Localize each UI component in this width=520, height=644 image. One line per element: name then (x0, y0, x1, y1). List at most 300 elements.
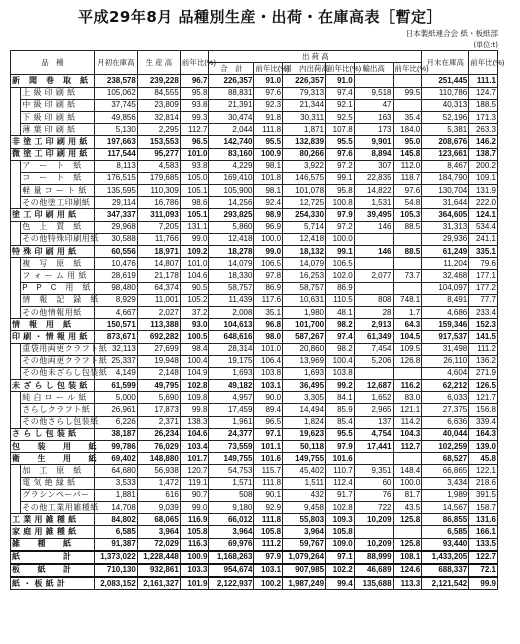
value-cell: 97.2 (326, 221, 355, 233)
table-row (11, 453, 498, 465)
value-cell: 14,256 (209, 197, 254, 209)
value-cell: 101.6 (254, 453, 283, 465)
value-cell: 124.1 (469, 209, 498, 221)
value-cell: 105,900 (209, 185, 254, 197)
value-cell: 126.5 (469, 380, 498, 392)
value-cell: 5,206 (354, 355, 393, 367)
value-cell: 1,693 (283, 367, 326, 379)
value-cell: 169,410 (209, 172, 254, 184)
value-cell: 163 (354, 111, 393, 123)
value-cell: 722 (354, 501, 393, 513)
indent-cell (11, 270, 21, 282)
value-cell: 4,754 (354, 428, 393, 440)
value-cell: 12,687 (354, 380, 393, 392)
table-row (11, 136, 498, 148)
value-cell: 1,961 (209, 416, 254, 428)
value-cell: 91.7 (326, 489, 355, 501)
value-cell: 109.0 (326, 538, 355, 551)
header-shipment: 出 荷 高 (209, 51, 422, 63)
value-cell: 18,330 (209, 270, 254, 282)
row-label: 包 装 用 紙 (11, 441, 95, 453)
value-cell: 112.4 (326, 477, 355, 489)
table-row (11, 282, 498, 294)
value-cell: 311,093 (137, 209, 180, 221)
indent-cell (11, 294, 21, 306)
value-cell: 184.0 (393, 124, 422, 136)
value-cell: 24,377 (209, 428, 254, 440)
value-cell: 8,467 (422, 160, 469, 172)
table-row (11, 564, 498, 577)
indent-cell (11, 477, 21, 489)
value-cell: 9,518 (354, 87, 393, 99)
value-cell: 108.1 (393, 551, 422, 564)
indent-cell (11, 172, 21, 184)
value-cell: 3,964 (137, 526, 180, 538)
table-row (11, 319, 498, 331)
value-cell: 271.9 (469, 367, 498, 379)
value-cell: 12,418 (209, 233, 254, 245)
value-cell: 808 (354, 294, 393, 306)
report-title: 平成29年8月 品種別生産・出荷・在庫高表［暫定］ (77, 8, 443, 26)
value-cell: 37,745 (94, 99, 137, 111)
value-cell: 58,757 (283, 282, 326, 294)
value-cell: 122.1 (469, 465, 498, 477)
indent-cell (11, 160, 21, 172)
value-cell: 131.6 (469, 514, 498, 526)
value-cell: 106.5 (326, 258, 355, 270)
value-cell: 97.9 (326, 441, 355, 453)
value-cell: 101.0 (180, 258, 209, 270)
value-cell: 83,160 (209, 148, 254, 160)
table-row (11, 514, 498, 526)
header-export-yoy: 前年比(%) (393, 63, 422, 75)
value-cell: 76,029 (137, 441, 180, 453)
value-cell: 86.9 (254, 282, 283, 294)
header-total-yoy: 前年比(%) (254, 63, 283, 75)
value-cell: 1,228,448 (137, 551, 180, 564)
value-cell: 3,434 (422, 477, 469, 489)
value-cell: 5,000 (94, 392, 137, 404)
value-cell: 10,631 (283, 294, 326, 306)
indent-cell (11, 282, 21, 294)
table-row (11, 343, 498, 355)
row-label: その他塗工印刷紙 (21, 197, 95, 209)
value-cell: 5,381 (422, 124, 469, 136)
value-cell: 184,790 (422, 172, 469, 184)
value-cell: 173 (354, 124, 393, 136)
value-cell: 93.0 (180, 319, 209, 331)
header-end-yoy: 前年比(%) (469, 51, 498, 75)
value-cell: 109.5 (393, 343, 422, 355)
value-cell: 77.7 (469, 294, 498, 306)
row-label: その他情報用紙 (21, 306, 95, 318)
value-cell: 238,578 (94, 75, 137, 87)
value-cell: 21,391 (209, 99, 254, 111)
value-cell: 124.7 (469, 87, 498, 99)
value-cell: 391.5 (469, 489, 498, 501)
value-cell: 339.4 (469, 416, 498, 428)
indent-cell (11, 87, 21, 99)
indent-cell (11, 185, 21, 197)
table-row (11, 75, 498, 87)
value-cell: 114.2 (393, 416, 422, 428)
value-cell: 688,337 (422, 564, 469, 577)
value-cell: 1,693 (209, 367, 254, 379)
value-cell: 104,097 (422, 282, 469, 294)
value-cell: 5,860 (209, 221, 254, 233)
value-cell: 4,149 (94, 367, 137, 379)
value-cell (354, 367, 393, 379)
value-cell: 177.1 (469, 270, 498, 282)
value-cell: 90.1 (254, 489, 283, 501)
value-cell: 98.2 (326, 343, 355, 355)
header-production-yoy: 前年比(%) (180, 51, 209, 75)
value-cell: 100.5 (180, 331, 209, 343)
row-label: 情 報 用 紙 (11, 319, 95, 331)
value-cell: 133.5 (469, 538, 498, 551)
indent-cell (11, 367, 21, 379)
value-cell: 36,495 (283, 380, 326, 392)
value-cell: 23,809 (137, 99, 180, 111)
table-row (11, 111, 498, 123)
value-cell: 137 (354, 416, 393, 428)
table-row (11, 209, 498, 221)
value-cell: 347,337 (94, 209, 137, 221)
value-cell: 26,961 (94, 404, 137, 416)
value-cell: 16,253 (283, 270, 326, 282)
table-row (11, 367, 498, 379)
value-cell: 917,537 (422, 331, 469, 343)
value-cell: 69,976 (209, 538, 254, 551)
value-cell: 152.3 (469, 319, 498, 331)
value-cell: 148,880 (137, 453, 180, 465)
value-cell: 2,965 (354, 404, 393, 416)
value-cell: 171.3 (469, 111, 498, 123)
value-cell: 2,121,542 (422, 577, 469, 590)
value-cell: 10,209 (354, 514, 393, 526)
row-label: グラシンペーパー (21, 489, 95, 501)
value-cell: 32,814 (137, 111, 180, 123)
value-cell: 99,786 (94, 441, 137, 453)
value-cell: 1,079,264 (283, 551, 326, 564)
value-cell: 5,714 (283, 221, 326, 233)
value-cell: 64,374 (137, 282, 180, 294)
value-cell: 25,337 (94, 355, 137, 367)
value-cell: 100.0 (254, 233, 283, 245)
value-cell: 9,458 (283, 501, 326, 513)
indent-cell (11, 111, 21, 123)
value-cell: 1,531 (354, 197, 393, 209)
value-cell: 14,567 (422, 501, 469, 513)
row-label: さらしクラフト紙 (21, 404, 95, 416)
value-cell: 1,871 (283, 124, 326, 136)
value-cell: 102.8 (180, 380, 209, 392)
value-cell: 88.5 (393, 246, 422, 258)
value-cell: 45,402 (283, 465, 326, 477)
value-cell: 116.9 (180, 514, 209, 526)
value-cell: 14,079 (283, 258, 326, 270)
production-table (10, 50, 505, 590)
value-cell: 99.8 (180, 404, 209, 416)
value-cell: 109.3 (326, 514, 355, 526)
value-cell: 6,636 (422, 416, 469, 428)
value-cell: 66,012 (209, 514, 254, 526)
value-cell: 176,515 (94, 172, 137, 184)
row-label: 純 白 ロ ー ル 紙 (21, 392, 95, 404)
value-cell: 98.2 (326, 319, 355, 331)
value-cell: 35.4 (393, 111, 422, 123)
value-cell: 73.7 (393, 270, 422, 282)
value-cell: 104.9 (180, 367, 209, 379)
value-cell: 72.1 (469, 564, 498, 577)
value-cell: 95.5 (326, 428, 355, 440)
organization-label: 日本製紙連合会 紙・板紙部 (405, 29, 498, 38)
row-label: コ ー ト 紙 (21, 172, 95, 184)
value-cell: 95.8 (180, 87, 209, 99)
value-cell: 105.3 (393, 209, 422, 221)
value-cell: 146.2 (469, 136, 498, 148)
value-cell: 112.7 (180, 124, 209, 136)
row-label: その他未ざらし包装紙 (21, 367, 95, 379)
indent-cell (11, 392, 21, 404)
row-label: 非 塗 工 印 刷 用 紙 (11, 136, 95, 148)
value-cell: 2,371 (137, 416, 180, 428)
value-cell: 2,077 (354, 270, 393, 282)
value-cell: 101.8 (254, 172, 283, 184)
value-cell: 88,999 (354, 551, 393, 564)
value-cell: 37.2 (180, 306, 209, 318)
value-cell: 79,313 (283, 87, 326, 99)
value-cell: 11,766 (137, 233, 180, 245)
value-cell: 113.3 (393, 577, 422, 590)
value-cell: 113,388 (137, 319, 180, 331)
value-cell: 432 (283, 489, 326, 501)
value-cell: 3,964 (209, 526, 254, 538)
value-cell: 101,700 (283, 319, 326, 331)
row-label: 上 級 印 刷 紙 (21, 87, 95, 99)
value-cell (354, 453, 393, 465)
value-cell: 81.7 (393, 489, 422, 501)
value-cell: 14,807 (137, 258, 180, 270)
value-cell: 98.9 (254, 209, 283, 221)
value-cell: 1,987,249 (283, 577, 326, 590)
value-cell: 109.8 (180, 392, 209, 404)
value-cell: 19,948 (137, 355, 180, 367)
value-cell: 200.2 (469, 160, 498, 172)
table-row (11, 197, 498, 209)
value-cell: 100.8 (326, 197, 355, 209)
value-cell: 2,148 (137, 367, 180, 379)
value-cell: 158.7 (469, 501, 498, 513)
value-cell: 55,803 (283, 514, 326, 526)
row-label: 加 工 原 紙 (21, 465, 95, 477)
indent-cell (11, 343, 21, 355)
value-cell: 98.1 (254, 160, 283, 172)
value-cell: 18,278 (209, 246, 254, 258)
table-row (11, 246, 498, 258)
table-row (11, 538, 498, 551)
value-cell: 21,344 (283, 99, 326, 111)
table-row (11, 185, 498, 197)
value-cell: 153,553 (137, 136, 180, 148)
value-cell: 97.6 (393, 185, 422, 197)
value-cell: 2,027 (137, 306, 180, 318)
value-cell: 73,559 (209, 441, 254, 453)
value-cell: 97.1 (254, 428, 283, 440)
table-row (11, 221, 498, 233)
value-cell: 49,856 (94, 111, 137, 123)
indent-cell (11, 233, 21, 245)
value-cell: 101.1 (254, 441, 283, 453)
value-cell: 4,667 (94, 306, 137, 318)
value-cell: 149,755 (209, 453, 254, 465)
value-cell: 136.2 (469, 355, 498, 367)
value-cell: 96.9 (254, 221, 283, 233)
value-cell: 873,671 (94, 331, 137, 343)
value-cell: 88,831 (209, 87, 254, 99)
value-cell: 105.2 (180, 294, 209, 306)
value-cell: 3,305 (283, 392, 326, 404)
value-cell: 9,039 (137, 501, 180, 513)
value-cell: 11,001 (137, 294, 180, 306)
value-cell: 119.1 (180, 477, 209, 489)
value-cell: 85.9 (326, 404, 355, 416)
value-cell: 43.5 (393, 501, 422, 513)
value-cell: 99.0 (180, 501, 209, 513)
value-cell: 226,357 (283, 75, 326, 87)
row-label: 軽 量 コ ー ト 紙 (21, 185, 95, 197)
value-cell: 100.4 (326, 355, 355, 367)
value-cell: 106.4 (254, 355, 283, 367)
value-cell: 27,375 (422, 404, 469, 416)
value-cell: 104,613 (209, 319, 254, 331)
value-cell: 54,753 (209, 465, 254, 477)
value-cell: 80,266 (283, 148, 326, 160)
value-cell: 61,249 (422, 246, 469, 258)
value-cell: 1,652 (354, 392, 393, 404)
value-cell: 66,865 (422, 465, 469, 477)
table-row (11, 428, 498, 440)
value-cell: 307 (354, 160, 393, 172)
value-cell: 60 (354, 477, 393, 489)
value-cell: 4,604 (422, 367, 469, 379)
value-cell: 100.0 (393, 477, 422, 489)
value-cell: 101,078 (283, 185, 326, 197)
value-cell: 89.4 (254, 404, 283, 416)
value-cell: 102.2 (326, 564, 355, 577)
value-cell: 1,511 (283, 477, 326, 489)
value-cell: 648,616 (209, 331, 254, 343)
value-cell: 31,644 (422, 197, 469, 209)
value-cell: 101.0 (180, 148, 209, 160)
value-cell: 29,968 (94, 221, 137, 233)
value-cell: 130,704 (422, 185, 469, 197)
value-cell: 105,062 (94, 87, 137, 99)
value-cell: 616 (137, 489, 180, 501)
value-cell: 110.5 (326, 294, 355, 306)
value-cell: 98.0 (254, 331, 283, 343)
value-cell: 104.6 (180, 270, 209, 282)
value-cell: 125.8 (393, 538, 422, 551)
value-cell: 58,757 (209, 282, 254, 294)
row-label: 電 気 絶 縁 紙 (21, 477, 95, 489)
value-cell: 17,873 (137, 404, 180, 416)
value-cell: 508 (209, 489, 254, 501)
value-cell: 146 (354, 221, 393, 233)
value-cell: 177.2 (469, 282, 498, 294)
value-cell: 17,441 (354, 441, 393, 453)
value-cell: 100.9 (254, 148, 283, 160)
row-label: 重袋用両更クラフト紙 (21, 343, 95, 355)
value-cell: 1,168,263 (209, 551, 254, 564)
row-label: 情 報 記 録 紙 (21, 294, 95, 306)
value-cell: 99.5 (393, 87, 422, 99)
value-cell: 64.3 (393, 319, 422, 331)
indent-cell (11, 355, 21, 367)
value-cell: 30,588 (94, 233, 137, 245)
value-cell: 120.7 (180, 465, 209, 477)
value-cell: 101.6 (326, 453, 355, 465)
value-cell: 8,491 (422, 294, 469, 306)
value-cell: 2,913 (354, 319, 393, 331)
value-cell: 1,824 (283, 416, 326, 428)
value-cell: 56,938 (137, 465, 180, 477)
value-cell: 31,498 (422, 343, 469, 355)
value-cell: 27,699 (137, 343, 180, 355)
value-cell: 98.1 (254, 185, 283, 197)
value-cell: 188.5 (469, 99, 498, 111)
value-cell: 135,595 (94, 185, 137, 197)
value-cell: 104.6 (180, 428, 209, 440)
value-cell: 8,113 (94, 160, 137, 172)
value-cell: 96.5 (180, 136, 209, 148)
value-cell: 91,387 (94, 538, 137, 551)
value-cell: 112.0 (393, 160, 422, 172)
value-cell: 40,044 (422, 428, 469, 440)
value-cell: 30,311 (283, 111, 326, 123)
value-cell: 93.8 (180, 160, 209, 172)
value-cell: 84.1 (326, 392, 355, 404)
row-label: P P C 用 紙 (21, 282, 95, 294)
row-label: 下 級 印 刷 紙 (21, 111, 95, 123)
value-cell: 105.8 (180, 526, 209, 538)
row-label: 雑 種 紙 (11, 538, 95, 551)
value-cell: 101.7 (180, 453, 209, 465)
value-cell: 141.5 (469, 331, 498, 343)
value-cell: 14,708 (94, 501, 137, 513)
table-row (11, 392, 498, 404)
value-cell: 13,969 (283, 355, 326, 367)
value-cell: 111.8 (254, 477, 283, 489)
value-cell: 103.1 (254, 380, 283, 392)
row-label: 新 聞 巻 取 紙 (11, 75, 95, 87)
value-cell: 1,433,205 (422, 551, 469, 564)
value-cell: 3,922 (283, 160, 326, 172)
value-cell: 1,980 (283, 306, 326, 318)
row-label: 色 上 質 紙 (21, 221, 95, 233)
value-cell: 138.7 (469, 148, 498, 160)
value-cell: 38,187 (94, 428, 137, 440)
value-cell: 40,313 (422, 99, 469, 111)
value-cell: 293,825 (209, 209, 254, 221)
value-cell: 110.7 (326, 465, 355, 477)
header-hinshu: 品 種 (11, 51, 95, 75)
value-cell: 2,122,937 (209, 577, 254, 590)
value-cell: 112.7 (393, 441, 422, 453)
value-cell: 5,130 (94, 124, 137, 136)
value-cell: 29,936 (422, 233, 469, 245)
value-cell: 117,544 (94, 148, 137, 160)
